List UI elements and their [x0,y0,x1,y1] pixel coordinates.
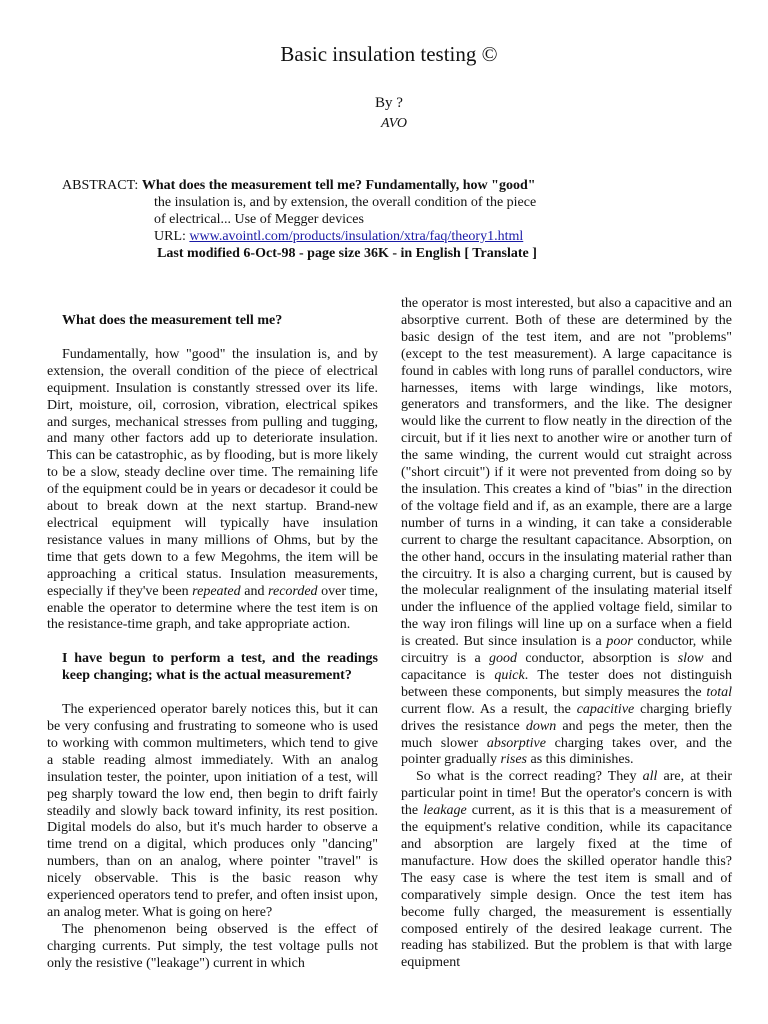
text: and pegs the meter, then the much slower [401,718,733,751]
paragraph-capacitive [401,296,732,769]
text: charging takes over, and the pointer gradually [401,735,733,768]
text: charging briefly drives the resistance [401,701,733,734]
emphasis: good [489,651,517,667]
emphasis: down [525,718,557,734]
paragraph-correct-reading [401,769,732,972]
text: So what is the correct reading? They [416,769,637,785]
emphasis: absorptive [486,735,546,751]
abstract-label: ABSTRACT: [62,178,139,193]
heading-readings-changing: I have begun to perform a test, and the readings keep changing; what is the actual measurement? [62,651,378,684]
text: and [244,583,265,599]
emphasis: slow [677,651,704,667]
text: over time, enable the operator to determine where the test item is on the resistance-time graph, and take appropriate action. [47,583,378,633]
emphasis: quick [494,667,525,683]
heading-measurement: What does the measurement tell me? [62,313,283,328]
right-column [401,296,732,972]
emphasis: all [642,769,658,785]
emphasis: rises [500,752,527,768]
left-column [47,313,378,973]
text: . The tester does not distinguish between these components, but simply measures the [401,667,733,700]
abstract-url-line [62,228,622,245]
affiliation: AVO [380,116,408,131]
page-title: Basic insulation testing © [280,42,498,66]
text: and capacitance is [401,651,732,683]
source-url-link[interactable]: www.avointl.com/products/insulation/xtra/faq/theory1.html [189,229,524,244]
text: Fundamentally, how "good" the insulation is, and by extension, the overall condition of the piece of electrical equipment. Insulation is constantly stressed over its life. Dirt, moisture, oil, corrosion, vibration, electrical spikes and surges, mechanical stresses from pulling and tugging, and many other factors add up to deteriorate insulation. This can be catastrophic, as by flooding, but is more likely to be a slow, steady decline over time. The remaining life of the equipment could be in years or decadesor it could be about to break down at the next startup. Brand-new electrical equipment will typically have insulation resistance values in many millions of Ohms, but by the time that gets down to a few Megohms, the item will be approaching a critical status. Insulation measurements, especially if they've been [47,346,378,599]
paragraph-phenomenon: The phenomenon being observed is the effect of charging currents. Put simply, the test voltage pulls not only the resistive ("leakage") current in which [47,921,378,971]
text: as this diminishes. [530,752,634,768]
text: the operator is most interested, but also a capacitive and an absorptive current. Both of these are determined by the basic design of the test item, and are not "problems" (except to the test measurement). A large capacitance is found in cables with long runs of parallel conductors, wire harnesses, items with large windings, like motors, generators and transformers, and the like. The designer would like the current to flow neatly in the direction of the circuit, but if it lies next to another wire or another turn of the same winding, the current would cut straight across ("short circuit") if it were not prevented from doing so by the insulation. This creates a kind of "bias" in the direction of the voltage field and if, as an example, there are a large number of turns in a winding, it can take a considerable current to charge the resultant capacitance. Absorption, on the other hand, occurs in the insulating material rather than the circuitry. It is also a charging current, but is caused by the molecular realignment of the insulating material itself under the influence of the applied voltage field, similar to the way iron filings will line up on a surface when a field is created. But since insulation is a [401,296,732,650]
emphasis: leakage [423,803,467,819]
text: conductor, while circuitry is a [401,634,733,667]
abstract-line-2: the insulation is, and by extension, the overall condition of the piece [154,195,537,210]
text: current flow. As a result, the [401,701,571,717]
text: conductor, absorption is [525,651,670,667]
paragraph-fundamentally [47,347,378,634]
emphasis: capacitive [576,701,635,717]
byline: By ? [375,95,403,111]
url-label: URL: [154,229,186,244]
abstract-question: What does the measurement tell me? Fundamentally, how "good" [141,178,536,193]
abstract-question-line [62,177,622,194]
paragraph-experienced-operator: The experienced operator barely notices this, but it can be very confusing and frustrating to someone who is used to working with common multimeters, which tend to give a stable reading almost immediately. With an analog insulation tester, the pointer, upon initiation of a test, will peg sharply toward the low end, then begin to drift fairly steadily and slowly back toward infinity, its rest position. Digital models do also, but it's much harder to observe a time trend on a digital, which produces only "dancing" numbers, than on an analog, where pointer "travel" is nicely observable. This is the basic reason why experienced operators tend to prefer, and often insist upon, an analog meter. What is going on here? [47,702,378,920]
abstract-line-3: of electrical... Use of Megger devices [154,212,364,227]
abstract-block [62,177,622,262]
emphasis: repeated [192,583,241,599]
last-modified: Last modified 6-Oct-98 - page size 36K - in English [ Translate ] [157,246,537,261]
text: are, at their particular point in time! But the operator's concern is with the [401,769,733,819]
emphasis: poor [606,634,633,650]
emphasis: total [706,684,732,700]
emphasis: recorded [268,583,318,599]
text: current, as it is this that is a measurement of the equipment's relative condition, while its capacitance and absorption are largely fixed at the time of manufacture. How does the skilled operator handle this? The easy case is where the test item is small and of comparatively simple design. Once the test item has become fully charged, the measurement is essentially composed entirely of the desired leakage current. The reading has stabilized. But the problem is that with large equipment [401,803,733,971]
